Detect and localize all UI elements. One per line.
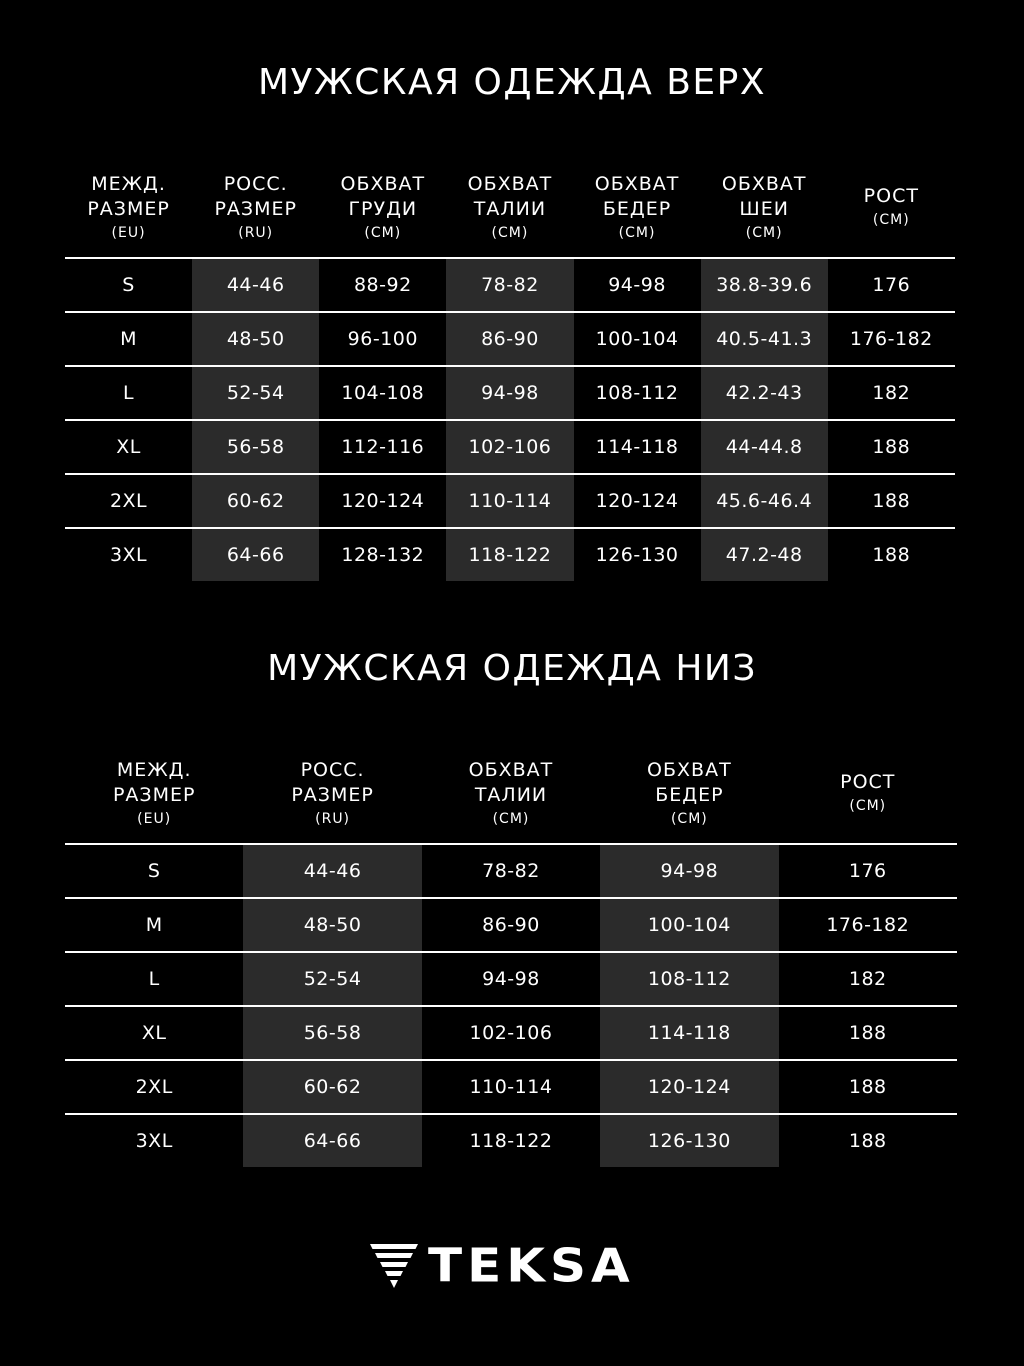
column-header-line: РОСС.	[223, 172, 288, 195]
table-cell: 64-66	[192, 529, 319, 581]
column-unit: (СМ)	[618, 224, 656, 241]
table-cell: M	[120, 328, 138, 350]
top-size-table	[65, 158, 955, 581]
table-cell: 102-106	[446, 421, 573, 473]
table-cell: 126-130	[600, 1115, 778, 1167]
table-cell: 120-124	[600, 1061, 778, 1113]
column-header-line: РАЗМЕР	[112, 783, 196, 806]
table-cell: 64-66	[243, 1115, 421, 1167]
column-header-line: МЕЖД.	[116, 758, 192, 781]
bottom-table-title: МУЖСКАЯ ОДЕЖДА НИЗ	[267, 648, 757, 689]
table-row	[65, 897, 957, 951]
brand-logo	[370, 1239, 635, 1293]
table-cell: 44-46	[192, 259, 319, 311]
table-cell: 188	[848, 1076, 887, 1098]
table-cell: 52-54	[192, 367, 319, 419]
column-header-line: РОСТ	[840, 771, 896, 793]
table-cell: 110-114	[446, 475, 573, 527]
table-cell: 108-112	[600, 953, 778, 1005]
table-header	[65, 158, 955, 257]
table-cell: 110-114	[469, 1076, 553, 1098]
table-row	[65, 257, 955, 311]
table-cell: 182	[872, 382, 911, 404]
table-row	[65, 473, 955, 527]
column-unit: (СМ)	[492, 810, 530, 827]
table-cell: 94-98	[600, 845, 778, 897]
column-header-line: РОСТ	[863, 185, 919, 207]
column-header-line: ОБХВАТ	[468, 758, 554, 781]
table-cell: 128-132	[341, 544, 425, 566]
table-cell: 102-106	[469, 1022, 553, 1044]
column-header-line: ОБХВАТ	[647, 758, 732, 781]
table-cell: 188	[872, 544, 911, 566]
table-cell: 56-58	[192, 421, 319, 473]
bottom-size-table	[65, 744, 957, 1167]
column-header-line: ОБХВАТ	[721, 172, 807, 195]
table-cell: L	[148, 968, 160, 990]
table-cell: 176-182	[849, 328, 933, 350]
table-row	[65, 419, 955, 473]
column-header-line: МЕЖД.	[91, 172, 166, 195]
table-cell: 86-90	[446, 313, 573, 365]
table-body	[65, 257, 955, 581]
chevron-stripes-icon	[370, 1244, 418, 1288]
column-header-line: ТАЛИИ	[473, 197, 547, 220]
column-header	[446, 158, 573, 257]
column-header-line: БЕДЕР	[602, 197, 672, 220]
column-header	[828, 158, 955, 257]
table-cell: 56-58	[243, 1007, 421, 1059]
table-body	[65, 843, 957, 1167]
table-cell: 88-92	[353, 274, 412, 296]
table-cell: 176-182	[826, 914, 910, 936]
table-cell: 94-98	[608, 274, 666, 296]
table-cell: 120-124	[341, 490, 425, 512]
column-header-line: ТАЛИИ	[474, 783, 548, 806]
table-cell: S	[122, 274, 135, 296]
table-row	[65, 1113, 957, 1167]
table-cell: 60-62	[192, 475, 319, 527]
table-cell: 112-116	[341, 436, 425, 458]
column-header-line: ГРУДИ	[348, 197, 418, 220]
table-row	[65, 365, 955, 419]
table-cell: 176	[848, 860, 887, 882]
column-header-line: РОСС.	[300, 758, 365, 781]
table-cell: 100-104	[600, 899, 778, 951]
column-unit: (RU)	[238, 224, 274, 241]
table-cell: 40.5-41.3	[701, 313, 828, 365]
table-cell: S	[147, 860, 161, 882]
column-header-line: ШЕИ	[739, 197, 789, 220]
table-row	[65, 311, 955, 365]
column-header	[422, 744, 600, 843]
table-cell: XL	[116, 436, 141, 458]
column-header-line: БЕДЕР	[655, 783, 724, 806]
table-cell: 118-122	[446, 529, 573, 581]
table-cell: 47.2-48	[701, 529, 828, 581]
column-header-line: РАЗМЕР	[291, 783, 374, 806]
table-cell: 182	[848, 968, 887, 990]
column-header	[65, 158, 192, 257]
table-cell: 48-50	[192, 313, 319, 365]
column-unit: (RU)	[315, 810, 351, 827]
table-cell: 120-124	[595, 490, 679, 512]
table-cell: 2XL	[109, 490, 148, 512]
column-unit: (EU)	[137, 810, 172, 827]
table-row	[65, 1059, 957, 1113]
column-header	[192, 158, 319, 257]
column-header	[243, 744, 421, 843]
table-header	[65, 744, 957, 843]
table-cell: 96-100	[347, 328, 418, 350]
table-row	[65, 527, 955, 581]
table-cell: M	[145, 914, 163, 936]
table-cell: 188	[848, 1022, 887, 1044]
column-unit: (СМ)	[745, 224, 783, 241]
column-unit: (EU)	[111, 224, 146, 241]
table-cell: 52-54	[243, 953, 421, 1005]
column-unit: (СМ)	[849, 798, 887, 814]
table-cell: L	[123, 382, 135, 404]
column-header-line: РАЗМЕР	[214, 197, 297, 220]
table-cell: 3XL	[135, 1130, 173, 1152]
table-cell: 118-122	[469, 1130, 553, 1152]
table-cell: 44-44.8	[701, 421, 828, 473]
column-header	[701, 158, 828, 257]
table-cell: 188	[872, 436, 911, 458]
column-unit: (СМ)	[491, 224, 529, 241]
brand-name: TEKSA	[428, 1239, 635, 1293]
table-cell: 100-104	[595, 328, 679, 350]
table-cell: 188	[848, 1130, 887, 1152]
column-header-line: ОБХВАТ	[340, 172, 426, 195]
table-row	[65, 951, 957, 1005]
table-cell: 78-82	[446, 259, 573, 311]
table-cell: 78-82	[482, 860, 540, 882]
table-cell: 126-130	[595, 544, 679, 566]
column-header-line: РАЗМЕР	[87, 197, 170, 220]
table-cell: XL	[141, 1022, 167, 1044]
column-unit: (СМ)	[670, 810, 708, 827]
top-table-title: МУЖСКАЯ ОДЕЖДА ВЕРХ	[257, 62, 767, 103]
column-header	[574, 158, 701, 257]
table-cell: 3XL	[109, 544, 148, 566]
table-cell: 94-98	[482, 968, 540, 990]
table-cell: 60-62	[243, 1061, 421, 1113]
column-unit: (СМ)	[364, 224, 402, 241]
table-cell: 48-50	[243, 899, 421, 951]
table-cell: 86-90	[482, 914, 540, 936]
column-unit: (СМ)	[872, 212, 910, 228]
table-cell: 176	[872, 274, 911, 296]
table-cell: 45.6-46.4	[701, 475, 828, 527]
table-cell: 38.8-39.6	[701, 259, 828, 311]
table-cell: 44-46	[243, 845, 421, 897]
table-cell: 114-118	[600, 1007, 778, 1059]
column-header	[600, 744, 778, 843]
table-cell: 188	[872, 490, 911, 512]
column-header	[65, 744, 243, 843]
table-cell: 114-118	[595, 436, 679, 458]
column-header	[319, 158, 446, 257]
column-header-line: ОБХВАТ	[594, 172, 680, 195]
table-cell: 104-108	[341, 382, 425, 404]
table-row	[65, 843, 957, 897]
table-cell: 94-98	[446, 367, 573, 419]
column-header-line: ОБХВАТ	[467, 172, 553, 195]
table-cell: 108-112	[595, 382, 679, 404]
column-header	[779, 744, 957, 843]
table-cell: 42.2-43	[701, 367, 828, 419]
table-row	[65, 1005, 957, 1059]
table-cell: 2XL	[135, 1076, 173, 1098]
